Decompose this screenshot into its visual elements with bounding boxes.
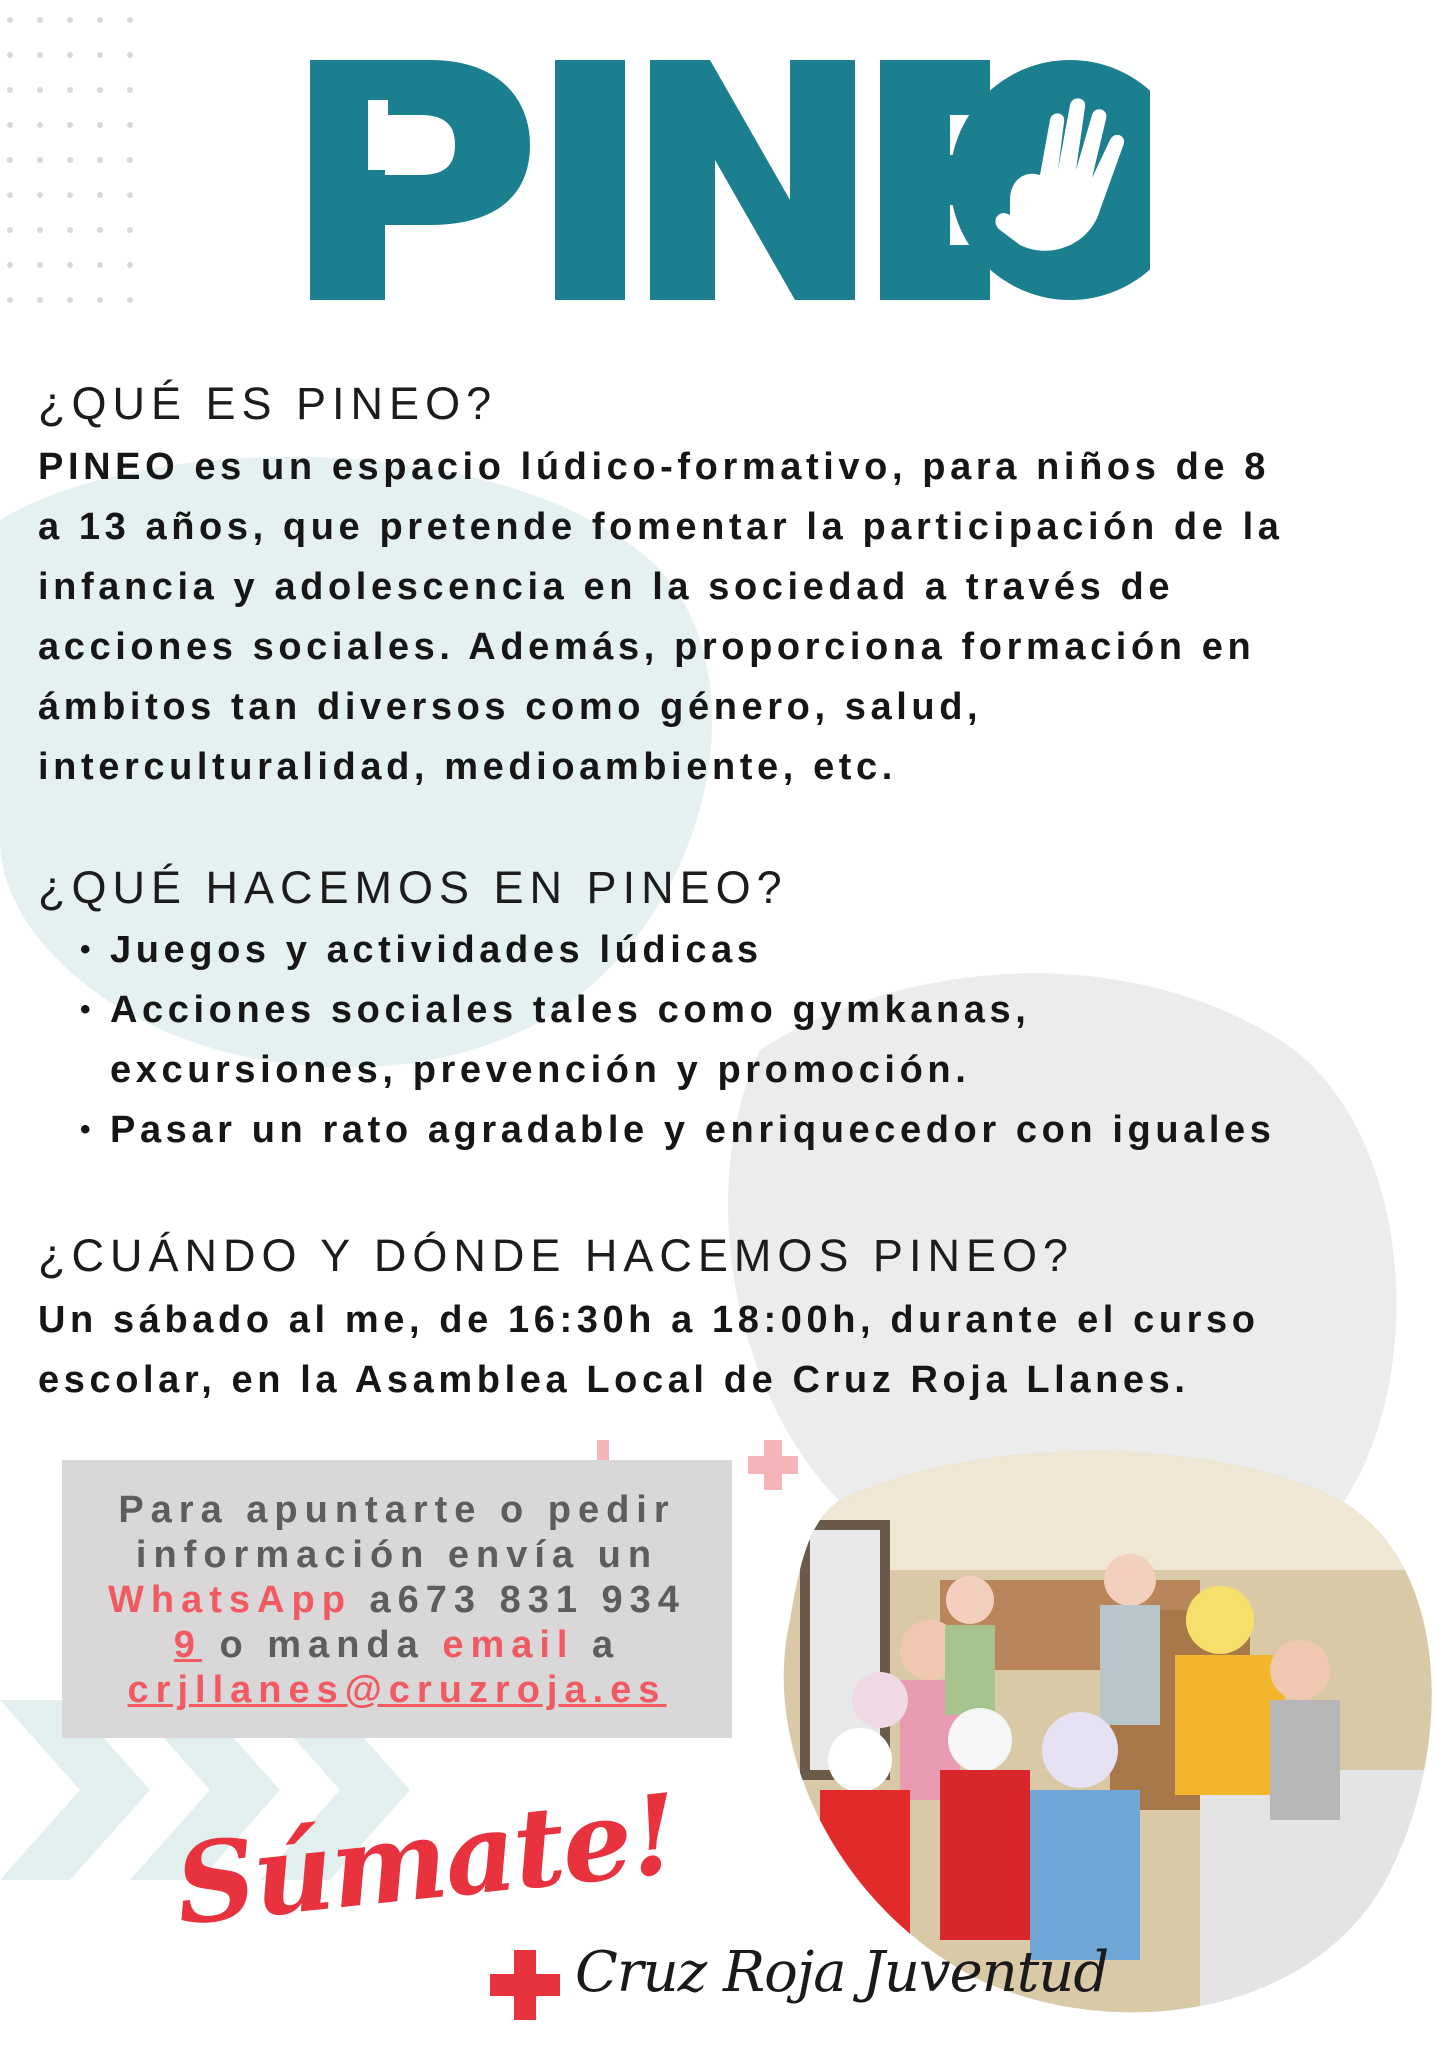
contact-a-text: a [592, 1624, 621, 1666]
contact-line: Para apuntarte o pedir [118, 1489, 676, 1531]
activities-list [80, 920, 1276, 1160]
list-item-line: • Acciones sociales tales como gymkanas, [110, 989, 1031, 1031]
cruz-roja-juventud-logo: Cruz Roja Juventud [575, 1940, 1109, 2005]
list-item [80, 980, 1276, 1100]
sumate-slogan: Súmate! [169, 1769, 683, 1950]
pineo-logo [310, 60, 1150, 310]
section-heading-when-where: ¿CUÁNDO Y DÓNDE HACEMOS PINEO? [38, 1230, 1074, 1281]
list-item-line: • Juegos y actividades lúdicas [110, 929, 763, 971]
phone-number: a673 831 934 [369, 1579, 686, 1621]
contact-line [62, 1578, 732, 1623]
paragraph-line: ámbitos tan diversos como género, salud, [38, 686, 983, 728]
phone-number-end[interactable]: 9 [173, 1624, 202, 1666]
section-paragraph-what-is [38, 437, 1428, 797]
list-item-line: • Pasar un rato agradable y enriquecedor con iguales [110, 1109, 1276, 1151]
contact-line [62, 1623, 732, 1668]
contact-middle-text: o manda [219, 1624, 425, 1666]
list-item [80, 1100, 1276, 1160]
red-cross-icon [490, 1950, 560, 2020]
section-heading-what-is: ¿QUÉ ES PINEO? [38, 378, 498, 429]
paragraph-line: escolar, en la Asamblea Local de Cruz Roja Llanes. [38, 1359, 1190, 1401]
contact-text [62, 1488, 732, 1713]
list-item [80, 920, 1276, 980]
paragraph-line: a 13 años, que pretende fomentar la participación de la [38, 506, 1284, 548]
whatsapp-link[interactable]: WhatsApp [108, 1579, 352, 1621]
paragraph-line: infancia y adolescencia en la sociedad a través de [38, 566, 1175, 608]
section-paragraph-when-where [38, 1290, 1428, 1410]
section-heading-what-we-do: ¿QUÉ HACEMOS EN PINEO? [38, 862, 788, 913]
list-item-line: excursiones, prevención y promoción. [110, 1049, 971, 1091]
paragraph-line: Un sábado al me, de 16:30h a 18:00h, durante el curso [38, 1299, 1260, 1341]
email-link[interactable]: crjllanes@cruzroja.es [127, 1669, 667, 1711]
contact-box [62, 1460, 732, 1738]
contact-line [62, 1668, 732, 1713]
email-word: email [442, 1624, 575, 1666]
contact-line: información envía un [135, 1534, 659, 1576]
paragraph-line: acciones sociales. Además, proporciona formación en [38, 626, 1256, 668]
paragraph-line: interculturalidad, medioambiente, etc. [38, 746, 897, 788]
paragraph-line: PINEO es un espacio lúdico-formativo, para niños de 8 [38, 446, 1271, 488]
children-photo [780, 1440, 1440, 2020]
